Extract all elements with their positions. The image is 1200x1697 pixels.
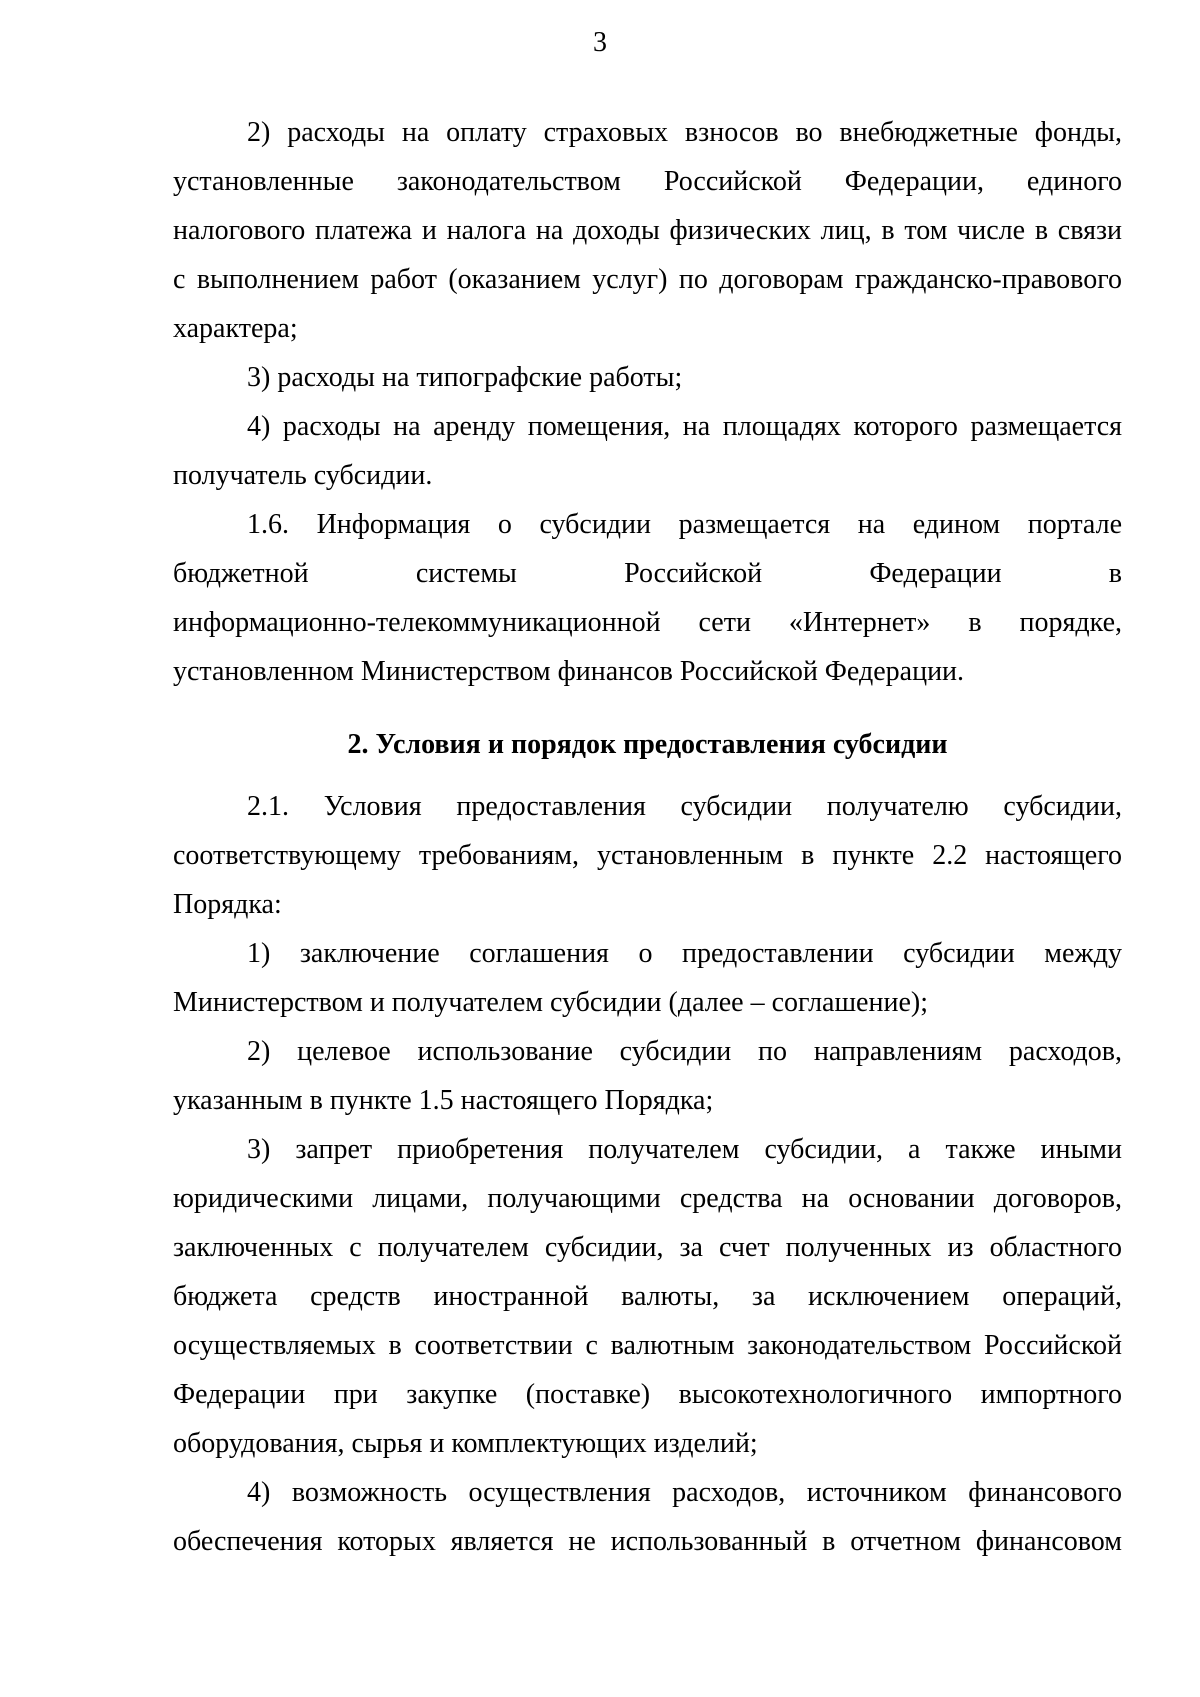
paragraph-line: 1.6. Информация о субсидии размещается на едином портале: [247, 509, 1122, 540]
paragraph-line: оборудования, сырья и комплектующих изделий;: [173, 1428, 758, 1459]
paragraph-line: характера;: [173, 313, 298, 344]
paragraph-line: установленном Министерством финансов Российской Федерации.: [173, 656, 965, 687]
paragraph-line: получатель субсидии.: [173, 460, 433, 491]
paragraph-line: юридическими лицами, получающими средства на основании договоров,: [173, 1183, 1122, 1214]
paragraph-line: 2) расходы на оплату страховых взносов во внебюджетные фонды,: [247, 117, 1122, 148]
section-heading: 2. Условия и порядок предоставления субсидии: [347, 729, 948, 760]
paragraph-line: 3) расходы на типографские работы;: [247, 362, 683, 393]
paragraph-line: 4) возможность осуществления расходов, источником финансового: [247, 1477, 1122, 1508]
paragraph: [173, 1125, 1122, 1468]
paragraph-line: 1) заключение соглашения о предоставлении субсидии между: [247, 938, 1122, 969]
paragraph-line: 2) целевое использование субсидии по направлениям расходов,: [247, 1036, 1122, 1067]
paragraph-line: осуществляемых в соответствии с валютным законодательством Российской: [173, 1330, 1122, 1361]
paragraph-line: Порядка:: [173, 889, 282, 920]
paragraph-line: Федерации при закупке (поставке) высокотехнологичного импортного: [173, 1379, 1122, 1410]
page-number: 3: [593, 27, 607, 58]
paragraph-line: соответствующему требованиям, установленным в пункте 2.2 настоящего: [173, 840, 1122, 871]
paragraph: [173, 1027, 1122, 1125]
paragraph: [173, 1468, 1122, 1566]
paragraph: [173, 929, 1122, 1027]
paragraph-line: информационно-телекоммуникационной сети «Интернет» в порядке,: [173, 607, 1122, 638]
paragraph-line: установленные законодательством Российской Федерации, единого: [173, 166, 1122, 197]
paragraph-line: налогового платежа и налога на доходы физических лиц, в том числе в связи: [173, 215, 1122, 246]
paragraph-line: 3) запрет приобретения получателем субсидии, а также иными: [247, 1134, 1122, 1165]
paragraph-line: 2.1. Условия предоставления субсидии получателю субсидии,: [247, 791, 1122, 822]
paragraph-line: с выполнением работ (оказанием услуг) по договорам гражданско-правового: [173, 264, 1122, 295]
paragraph-line: бюджета средств иностранной валюты, за исключением операций,: [173, 1281, 1122, 1312]
paragraph: [173, 402, 1122, 500]
paragraph-line: указанным в пункте 1.5 настоящего Порядка;: [173, 1085, 714, 1116]
document-body: [173, 108, 1122, 1566]
paragraph-line: Министерством и получателем субсидии (далее – соглашение);: [173, 987, 928, 1018]
paragraph: [173, 500, 1122, 696]
paragraph-line: заключенных с получателем субсидии, за счет полученных из областного: [173, 1232, 1122, 1263]
paragraph: [173, 353, 1122, 402]
paragraph-line: бюджетной системы Российской Федерации в: [173, 558, 1122, 589]
paragraph-line: обеспечения которых является не использованный в отчетном финансовом: [173, 1526, 1122, 1557]
paragraph-line: 4) расходы на аренду помещения, на площадях которого размещается: [247, 411, 1122, 442]
paragraph: [173, 782, 1122, 929]
paragraph: [173, 108, 1122, 353]
